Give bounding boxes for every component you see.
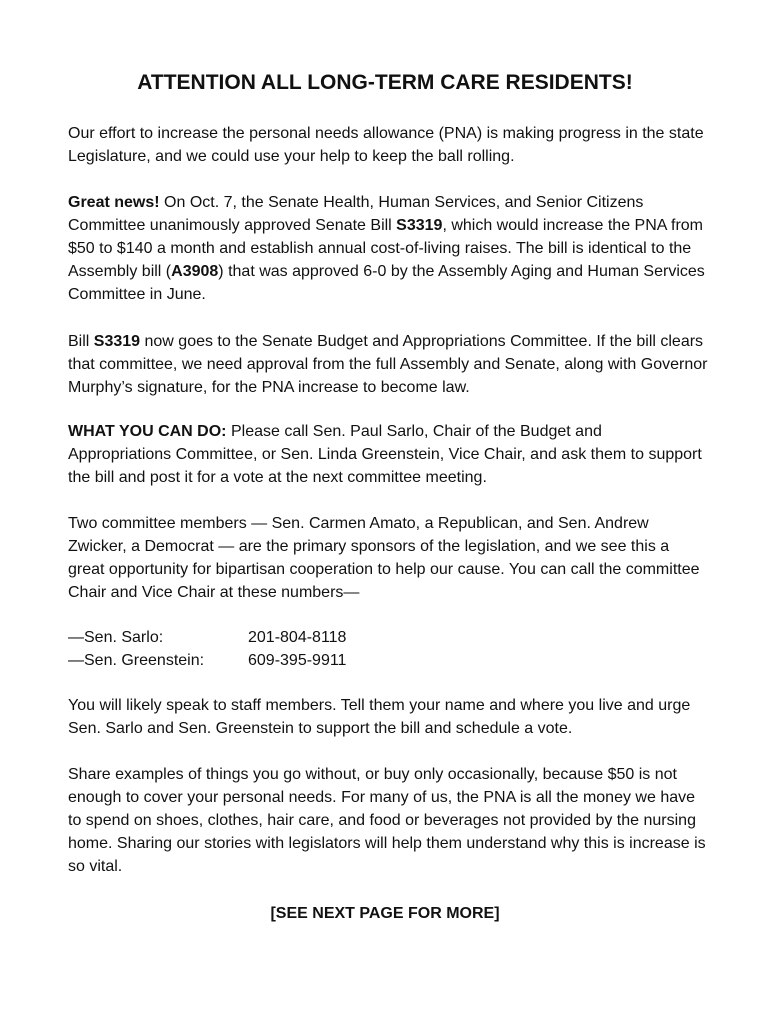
- contact-phone: 609-395-9911: [248, 652, 347, 669]
- senate-bill-number: S3319: [396, 217, 443, 234]
- staff-paragraph: You will likely speak to staff members. Tell them your name and where you live and urge Sen. Sarlo and Sen. Greenstein to support the bill and schedule a vote.: [68, 697, 691, 737]
- assembly-bill-number: A3908: [171, 263, 219, 280]
- next-steps-text-b: now goes to the Senate Budget and Appropriations Committee. If the bill clears that committee, we need approval from the full Assembly and Senate, along with Governor Murphy’s signature, for the PNA increase to become law.: [68, 333, 708, 396]
- great-news-text-a: On Oct. 7, the Senate Health, Human Services, and Senior Citizens Committee unanimously approved Senate Bill: [68, 194, 644, 234]
- what-you-can-do-lead: WHAT YOU CAN DO:: [68, 423, 227, 440]
- contact-name: —Sen. Sarlo:: [68, 629, 164, 646]
- great-news-text-b: , which would increase the PNA from $50 to $140 a month and establish annual cost-of-living raises. The bill is identical to the Assembly bill (: [68, 217, 703, 280]
- what-you-can-do-paragraph: [68, 420, 708, 489]
- sponsors-paragraph: Two committee members — Sen. Carmen Amato, a Republican, and Sen. Andrew Zwicker, a Democrat — are the primary sponsors of the legislation, and we see this a great opportunity for bipartisan cooperation to help our cause. You can call the committee Chair and Vice Chair at these numbers—: [68, 515, 700, 601]
- page-title: ATTENTION ALL LONG-TERM CARE RESIDENTS!: [137, 71, 633, 94]
- great-news-lead: Great news!: [68, 194, 160, 211]
- contact-row-greenstein: [68, 649, 346, 672]
- contact-list: [68, 626, 346, 672]
- next-steps-bill-number: S3319: [93, 333, 141, 350]
- next-steps-text-a: Bill: [68, 333, 94, 350]
- great-news-text-c: ) that was approved 6-0 by the Assembly Aging and Human Services Committee in June.: [68, 263, 705, 303]
- share-examples-paragraph: Share examples of things you go without, or buy only occasionally, because $50 is not enough to cover your personal needs. For many of us, the PNA is all the money we have to spend on shoes, clothes, hair care, and food or beverages not provided by the nursing home. Sharing our stories with legislators will help them understand why this is increase is so vital.: [68, 766, 706, 875]
- intro-paragraph: Our effort to increase the personal needs allowance (PNA) is making progress in the state Legislature, and we could use your help to keep the ball rolling.: [68, 125, 704, 165]
- what-you-can-do-text: Please call Sen. Paul Sarlo, Chair of the Budget and Appropriations Committee, or Sen. Linda Greenstein, Vice Chair, and ask them to support the bill and post it for a vote at the next committee meeting.: [68, 423, 702, 486]
- great-news-paragraph: [68, 191, 708, 306]
- contact-name: —Sen. Greenstein:: [68, 652, 205, 669]
- see-next-page-note: [SEE NEXT PAGE FOR MORE]: [270, 905, 500, 922]
- contact-row-sarlo: [68, 626, 346, 649]
- contact-phone: 201-804-8118: [248, 629, 347, 646]
- next-steps-paragraph: [68, 330, 708, 399]
